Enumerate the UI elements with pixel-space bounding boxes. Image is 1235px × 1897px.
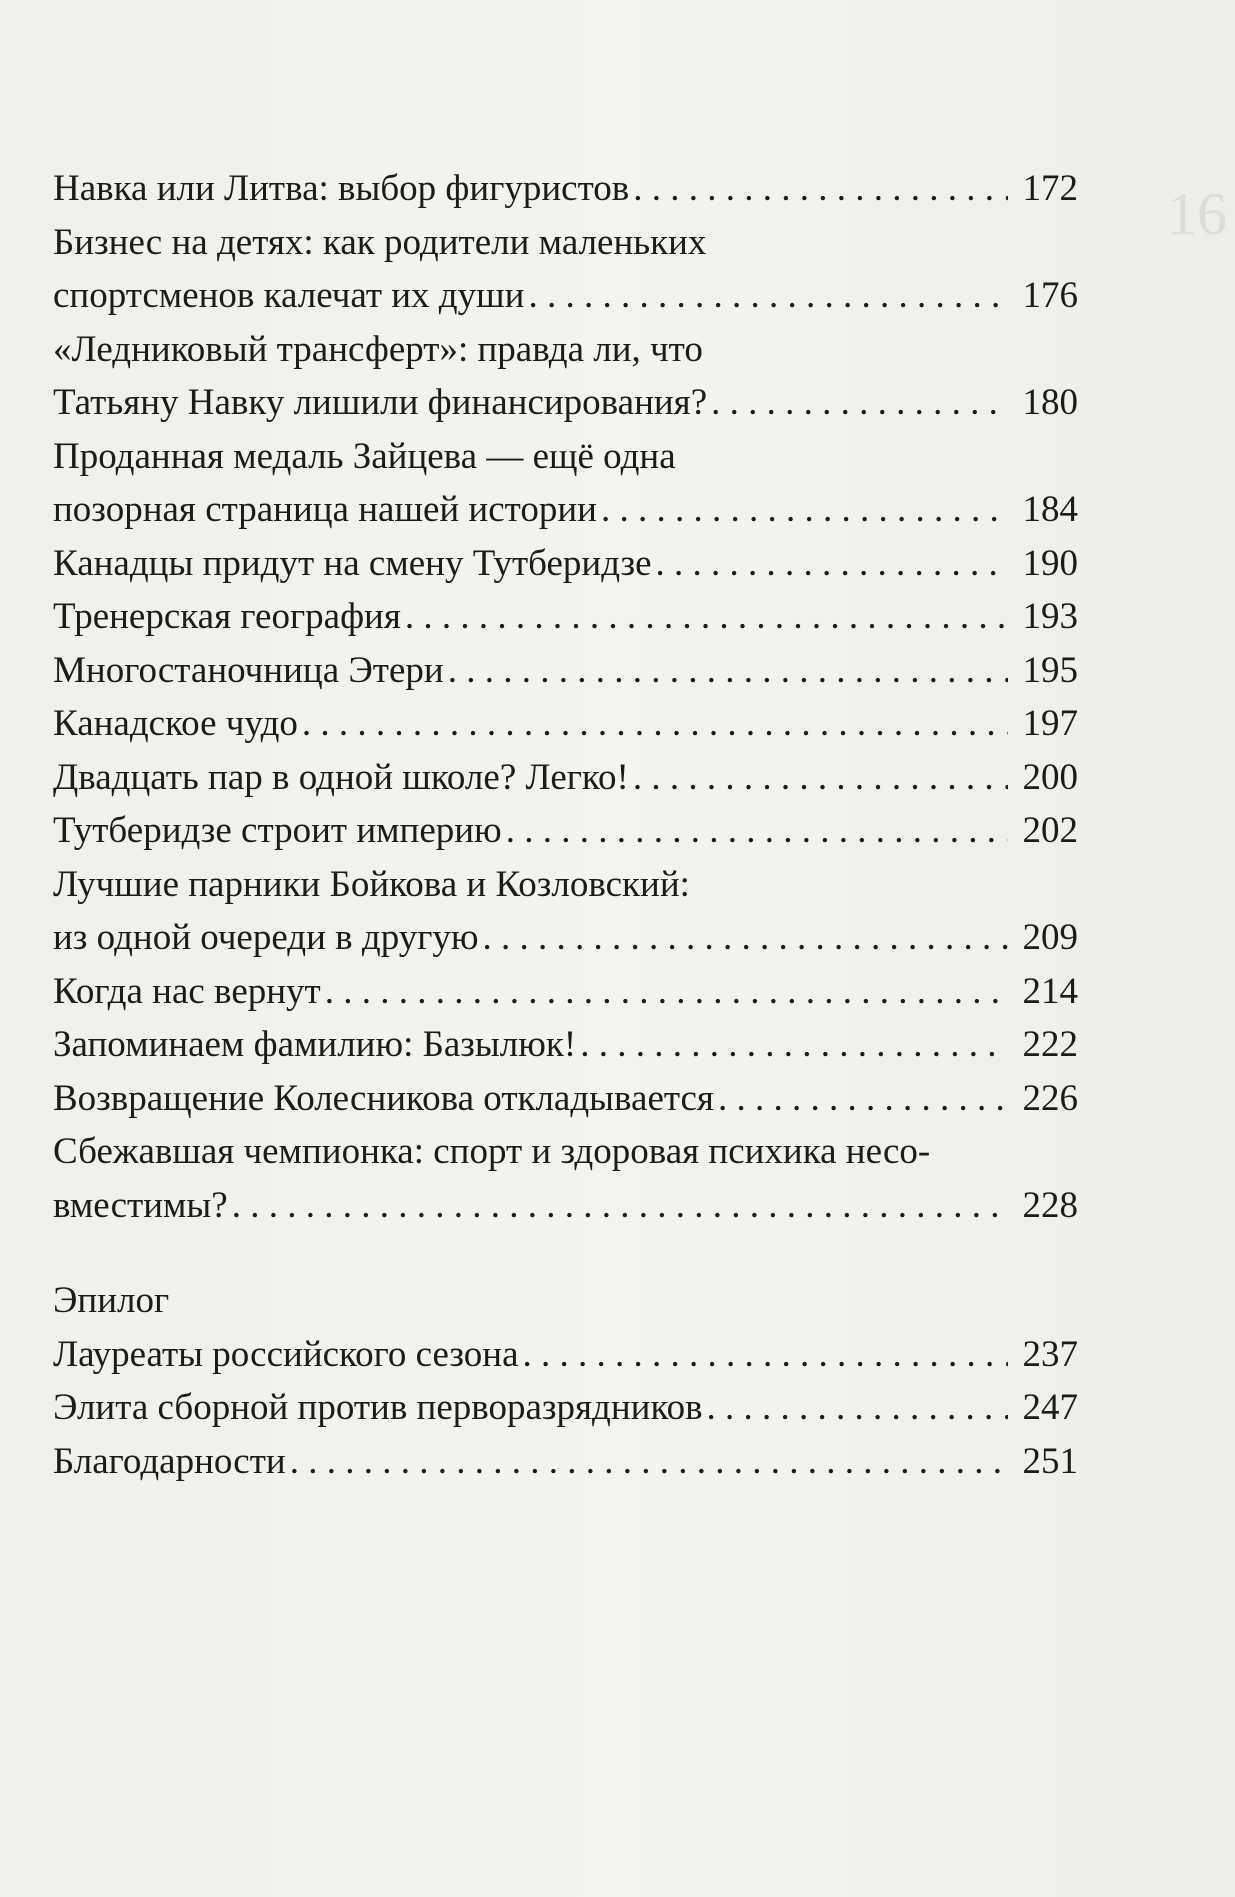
- toc-entry-title: Канадцы придут на смену Тутберидзе: [53, 542, 652, 584]
- toc-page-number: 202: [1022, 810, 1078, 851]
- toc-entry: [53, 216, 1078, 323]
- toc-page-number: 193: [1022, 596, 1078, 637]
- toc-entry: [53, 323, 1078, 430]
- toc-entry-title: Элита сборной против перворазрядников: [53, 1387, 703, 1428]
- toc-entry: [53, 1328, 1078, 1382]
- toc-entry: [53, 697, 1078, 751]
- toc-entry-title: Татьяну Навку лишили финансирования?: [53, 382, 708, 423]
- toc-page-number: 222: [1022, 1024, 1078, 1065]
- toc-entry-title: Запоминаем фамилию: Базылюк!: [53, 1024, 577, 1065]
- table-of-contents: [53, 162, 1078, 1488]
- toc-page-number: 184: [1022, 489, 1078, 530]
- toc-entry-title: позорная страница нашей истории: [53, 489, 597, 530]
- toc-entry: [53, 1381, 1078, 1435]
- toc-entry: [53, 751, 1078, 805]
- toc-page-number: 228: [1022, 1184, 1078, 1226]
- toc-page-number: 226: [1022, 1077, 1078, 1119]
- toc-page-number: 209: [1022, 917, 1078, 958]
- toc-entry-title: Многостаночница Этери: [53, 649, 444, 691]
- toc-page-number: 247: [1022, 1387, 1078, 1428]
- toc-entry-title: вместимы?: [53, 1184, 228, 1226]
- toc-page-number: 200: [1022, 756, 1078, 798]
- toc-entry: [53, 644, 1078, 698]
- toc-entry-title: Лучшие парники Бойкова и Козловский:: [53, 863, 690, 905]
- toc-entry-title: спортсменов калечат их души: [53, 275, 525, 316]
- toc-entry: [53, 858, 1078, 965]
- toc-page-number: 251: [1022, 1440, 1078, 1482]
- toc-entry-title: Лауреаты российского сезона: [53, 1333, 519, 1375]
- toc-entry: [53, 1435, 1078, 1489]
- toc-entry-title: Когда нас вернут: [53, 970, 321, 1012]
- toc-entry-title: Тутберидзе строит империю: [53, 810, 502, 851]
- toc-page-number: 214: [1022, 970, 1078, 1012]
- bleed-through-text: 16: [1167, 181, 1227, 247]
- toc-entry: [53, 162, 1078, 216]
- toc-entry-title: Бизнес на детях: как родители маленьких: [53, 221, 707, 263]
- toc-entry-title: «Ледниковый трансферт»: правда ли, что: [53, 328, 703, 370]
- toc-entry-title: Возвращение Колесникова откладывается: [53, 1077, 714, 1119]
- toc-page-number: 172: [1022, 168, 1078, 209]
- toc-entry: [53, 537, 1078, 591]
- toc-page-number: 195: [1022, 649, 1078, 691]
- toc-page-number: 176: [1022, 275, 1078, 316]
- toc-entry: [53, 965, 1078, 1019]
- toc-entry: [53, 590, 1078, 644]
- toc-page-number: 197: [1022, 703, 1078, 744]
- toc-entry: [53, 1072, 1078, 1126]
- toc-page-number: 237: [1022, 1333, 1078, 1375]
- toc-entry-title: Сбежавшая чемпионка: спорт и здоровая психика несо-: [53, 1131, 931, 1172]
- epilogue-heading: Эпилог: [53, 1280, 170, 1321]
- toc-entry-title: Навка или Литва: выбор фигуристов: [53, 168, 630, 209]
- toc-entry-title: Тренерская география: [53, 596, 401, 637]
- toc-page-number: 180: [1022, 382, 1078, 423]
- toc-entry: [53, 804, 1078, 858]
- toc-entry: [53, 1125, 1078, 1232]
- toc-entry: [53, 430, 1078, 537]
- toc-entry-title: из одной очереди в другую: [53, 917, 479, 958]
- toc-entry-title: Канадское чудо: [53, 703, 298, 744]
- toc-page-number: 190: [1022, 542, 1078, 584]
- toc-entry-title: Двадцать пар в одной школе? Легко!: [53, 756, 629, 798]
- toc-entry: [53, 1018, 1078, 1072]
- toc-entry-title: Благодарности: [53, 1440, 286, 1482]
- toc-entry-title: Проданная медаль Зайцева — ещё одна: [53, 435, 676, 477]
